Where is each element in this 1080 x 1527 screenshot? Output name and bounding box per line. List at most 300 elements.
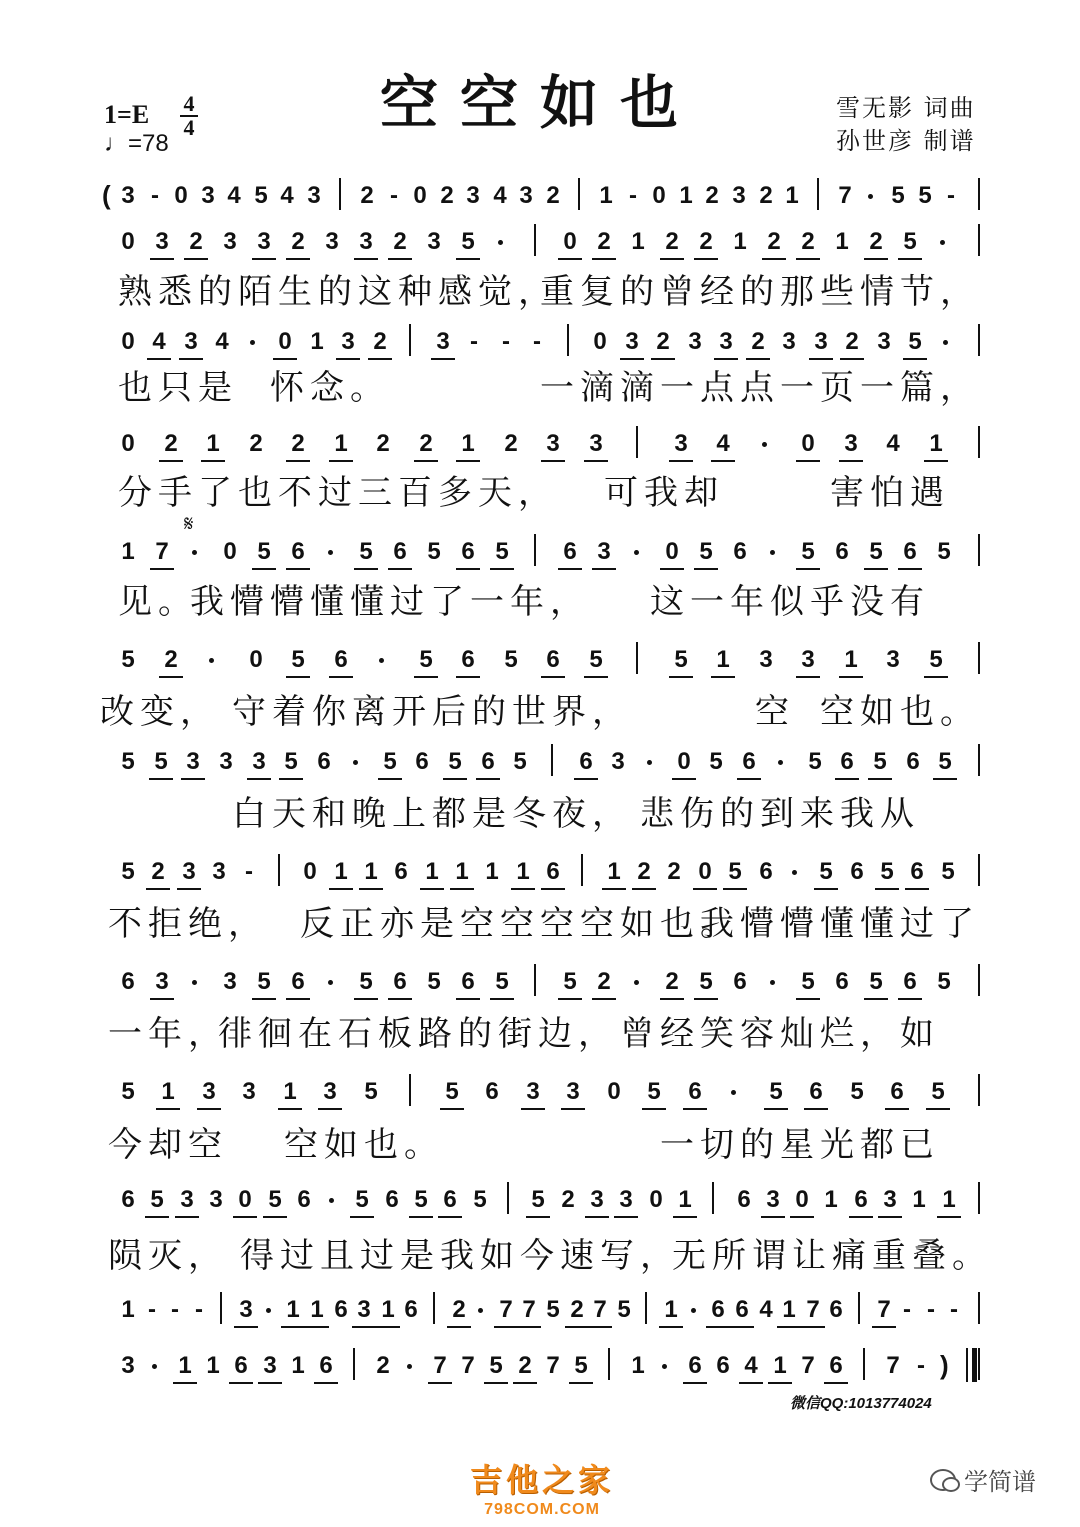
beam-line [456,258,480,260]
note-3: 3 [611,748,625,775]
note-3: 3 [546,430,560,457]
beam-line [926,1108,950,1110]
note-6: 6 [393,968,407,995]
augmentation-dot [691,1308,696,1313]
lyric-8a: 一年， [108,1014,228,1054]
beam-line [694,568,718,570]
note-5: 5 [291,646,305,673]
beam-line [683,1382,707,1384]
note-5: 5 [257,538,271,565]
note-5: 5 [427,968,441,995]
beam-line [388,998,412,1000]
lyric-3a: 分手了也不过三百多天， [118,473,558,513]
note-3: 3 [844,430,858,457]
note-3: 3 [186,748,200,775]
note-6: 6 [297,1186,311,1213]
beam-line [456,676,480,678]
beam-line [352,1326,376,1328]
lyric-3c: 害怕遇 [830,473,950,513]
note-2: 2 [164,430,178,457]
note-0: 0 [649,1186,663,1213]
note-3: 3 [782,328,796,355]
barline [978,1348,980,1380]
barline [978,534,980,566]
note-3: 3 [436,328,450,355]
beam-line [761,1216,785,1218]
tempo-mark: ♩=78 [104,130,169,157]
note-1: 1 [178,1352,192,1379]
note-5: 5 [448,748,462,775]
note-3: 3 [519,182,533,209]
note-1: 1 [310,1296,324,1323]
note-4: 4 [280,182,294,209]
beam-line [490,568,514,570]
note-6: 6 [910,858,924,885]
lyric-2c: 一滴滴一点点一页一篇， [540,368,980,408]
beam-line [864,258,888,260]
beam-line [592,998,616,1000]
note-3: 3 [202,1078,216,1105]
barline [608,1348,610,1380]
beam-line [558,568,582,570]
beam-line [258,1382,282,1384]
barline [534,224,536,256]
dash-note: - [927,1296,935,1323]
note-1: 1 [773,1352,787,1379]
beam-line [660,998,684,1000]
lyric-4c: 这一年似乎没有 [650,582,930,622]
beam-line [286,258,310,260]
note-6: 6 [317,748,331,775]
note-6: 6 [742,748,756,775]
note-5: 5 [504,646,518,673]
note-3: 3 [877,328,891,355]
note-5: 5 [364,1078,378,1105]
augmentation-dot [770,980,775,985]
note-0: 0 [801,430,815,457]
note-3: 3 [180,1186,194,1213]
note-4: 4 [215,328,229,355]
beam-line [431,358,455,360]
barline [978,854,980,886]
note-6: 6 [334,1296,348,1323]
augmentation-dot [209,658,214,663]
note-3: 3 [223,228,237,255]
beam-line [201,460,225,462]
note-4: 4 [493,182,507,209]
barline [858,1292,860,1324]
note-6: 6 [835,538,849,565]
note-5: 5 [284,748,298,775]
beam-line [450,888,474,890]
note-1: 1 [631,228,645,255]
note-5: 5 [254,182,268,209]
note-5: 5 [461,228,475,255]
note-3: 3 [359,228,373,255]
barline [863,1348,865,1380]
beam-line [796,676,820,678]
note-0: 0 [223,538,237,565]
note-5: 5 [589,646,603,673]
note-5: 5 [355,1186,369,1213]
beam-line [541,888,565,890]
note-4: 4 [759,1296,773,1323]
lyric-9c: 一切的星光都已 [660,1125,940,1165]
lyric-1b: 重复的曾经的那些情节， [540,272,980,312]
barline [978,744,980,776]
note-6: 6 [733,968,747,995]
close-paren: ) [940,1350,949,1380]
note-3: 3 [597,538,611,565]
barline [978,1074,980,1106]
note-1: 1 [679,182,693,209]
beam-line [376,1326,400,1328]
note-5: 5 [941,858,955,885]
note-6: 6 [809,1078,823,1105]
note-6: 6 [850,858,864,885]
note-0: 0 [238,1186,252,1213]
note-5: 5 [419,646,433,673]
beam-line [149,778,173,780]
beam-line [924,460,948,462]
augmentation-dot [731,1090,736,1095]
note-1: 1 [664,1296,678,1323]
beam-line [511,888,535,890]
beam-line [585,1216,609,1218]
note-1: 1 [835,228,849,255]
note-5: 5 [359,538,373,565]
note-0: 0 [665,538,679,565]
note-1: 1 [364,858,378,885]
open-paren: ( [102,180,111,210]
beam-line [875,888,899,890]
note-3: 3 [121,182,135,209]
note-1: 1 [824,1186,838,1213]
note-5: 5 [617,1296,631,1323]
augmentation-dot [379,658,384,663]
dash-note: - [917,1352,925,1379]
note-2: 2 [393,228,407,255]
beam-line [824,1382,848,1384]
lyric-10b: 得过且过是我如今速写， [240,1236,680,1276]
beam-line [279,778,303,780]
note-3: 3 [566,1078,580,1105]
dash-note: - [390,182,398,209]
note-1: 1 [161,1078,175,1105]
note-0: 0 [121,228,135,255]
note-2: 2 [376,430,390,457]
note-5: 5 [121,748,135,775]
beam-line [584,460,608,462]
augmentation-dot [266,1308,271,1313]
note-7: 7 [155,538,169,565]
beam-line [233,1216,257,1218]
note-7: 7 [801,1352,815,1379]
note-2: 2 [801,228,815,255]
note-2: 2 [360,182,374,209]
augmentation-dot [353,760,358,765]
note-6: 6 [461,646,475,673]
beam-line [796,998,820,1000]
beam-line [711,460,735,462]
note-0: 0 [652,182,666,209]
note-0: 0 [121,430,135,457]
key-signature: 1=E [104,100,150,129]
augmentation-dot [762,442,767,447]
beam-line [642,1108,666,1110]
note-5: 5 [121,858,135,885]
augmentation-dot [770,550,775,555]
note-1: 1 [716,646,730,673]
lyric-5d: 空如也。 [820,692,980,732]
note-3: 3 [121,1352,135,1379]
beam-line [565,1326,589,1328]
note-0: 0 [677,748,691,775]
augmentation-dot [940,240,945,245]
beam-line [388,258,412,260]
note-3: 3 [307,182,321,209]
beam-line [561,1108,585,1110]
lyric-2b: 怀念。 [270,368,390,408]
barline [978,964,980,996]
barline [978,426,980,458]
note-2: 2 [667,858,681,885]
note-1: 1 [607,858,621,885]
note-3: 3 [801,646,815,673]
augmentation-dot [662,1364,667,1369]
beam-line [660,258,684,260]
note-2: 2 [759,182,773,209]
note-5: 5 [918,182,932,209]
note-6: 6 [394,858,408,885]
beam-line [584,676,608,678]
time-sig-bottom: 4 [183,115,195,140]
barline [507,1182,509,1214]
note-4: 4 [227,182,241,209]
note-1: 1 [942,1186,956,1213]
barline [278,854,280,886]
note-5: 5 [769,1078,783,1105]
note-5: 5 [850,1078,864,1105]
barline [353,1348,355,1380]
beam-line [286,998,310,1000]
beam-line [933,778,957,780]
note-7: 7 [838,182,852,209]
augmentation-dot [498,240,503,245]
lyric-5a: 改变， [100,692,220,732]
beam-line [521,1108,545,1110]
note-3: 3 [341,328,355,355]
beam-line [329,888,353,890]
augmentation-dot [328,980,333,985]
beam-line [359,888,383,890]
dash-note: - [502,328,510,355]
note-2: 2 [376,1352,390,1379]
beam-line [868,778,892,780]
beam-line [885,1108,909,1110]
lyric-2a: 也只是 [118,368,238,408]
note-3: 3 [719,328,733,355]
note-3: 3 [219,748,233,775]
note-3: 3 [212,858,226,885]
barline [636,426,638,458]
beam-line [835,778,859,780]
note-1: 1 [733,228,747,255]
note-5: 5 [699,538,713,565]
note-2: 2 [373,328,387,355]
note-3: 3 [814,328,828,355]
beam-line [730,1326,754,1328]
note-1: 1 [782,1296,796,1323]
beam-line [706,1326,730,1328]
beam-line [632,888,656,890]
note-5: 5 [150,1186,164,1213]
note-5: 5 [938,748,952,775]
note-6: 6 [234,1352,248,1379]
note-1: 1 [631,1352,645,1379]
note-5: 5 [908,328,922,355]
note-3: 3 [357,1296,371,1323]
note-0: 0 [303,858,317,885]
beam-line [592,568,616,570]
note-5: 5 [674,646,688,673]
note-3: 3 [182,858,196,885]
note-7: 7 [461,1352,475,1379]
note-6: 6 [291,968,305,995]
page-title: 空空如也 [379,69,700,137]
augmentation-dot [634,980,639,985]
note-1: 1 [929,430,943,457]
credit-transcriber: 孙世彦 制谱 [836,127,976,155]
augmentation-dot [192,550,197,555]
beam-line [443,778,467,780]
beam-line [456,460,480,462]
note-3: 3 [242,1078,256,1105]
note-3: 3 [427,228,441,255]
note-1: 1 [291,1352,305,1379]
note-4: 4 [152,328,166,355]
note-5: 5 [121,646,135,673]
beam-line [354,258,378,260]
segno-sign: 𝄋 [184,512,194,537]
note-3: 3 [674,430,688,457]
note-2: 2 [189,228,203,255]
note-6: 6 [385,1186,399,1213]
note-6: 6 [546,646,560,673]
wechat-icon [930,1469,956,1491]
barline [978,1182,980,1214]
note-5: 5 [709,748,723,775]
dash-note: - [533,328,541,355]
site-logo-text: 吉他之家 [470,1461,615,1499]
augmentation-dot [407,1364,412,1369]
lyric-5b: 守着你离开后的世界， [232,692,632,732]
note-2: 2 [440,182,454,209]
barline [220,1292,222,1324]
note-3: 3 [209,1186,223,1213]
note-5: 5 [268,1186,282,1213]
note-5: 5 [489,1352,503,1379]
note-2: 2 [518,1352,532,1379]
note-3: 3 [201,182,215,209]
note-6: 6 [835,968,849,995]
note-3: 3 [759,646,773,673]
beam-line [905,888,929,890]
note-3: 3 [619,1186,633,1213]
note-6: 6 [404,1296,418,1323]
note-5: 5 [121,1078,135,1105]
note-3: 3 [323,1078,337,1105]
beam-line [159,460,183,462]
beam-line [263,1216,287,1218]
note-6: 6 [890,1078,904,1105]
note-6: 6 [688,1078,702,1105]
beam-line [513,1382,537,1384]
note-5: 5 [699,968,713,995]
beam-line [790,1216,814,1218]
beam-line [490,998,514,1000]
beam-line [839,676,863,678]
beam-line [801,1326,825,1328]
note-5: 5 [801,968,815,995]
final-barline [966,1348,968,1382]
beam-line [438,1216,462,1218]
note-4: 4 [716,430,730,457]
beam-line [329,460,353,462]
note-6: 6 [461,968,475,995]
beam-line [693,888,717,890]
note-1: 1 [912,1186,926,1213]
beam-line [252,568,276,570]
dash-note: - [947,182,955,209]
beam-line [796,460,820,462]
note-2: 2 [570,1296,584,1323]
beam-line [281,1326,305,1328]
note-0: 0 [249,646,263,673]
note-5: 5 [873,748,887,775]
beam-line [762,258,786,260]
note-2: 2 [291,430,305,457]
note-2: 2 [869,228,883,255]
beam-line [517,1326,541,1328]
beam-line [252,258,276,260]
note-2: 2 [419,430,433,457]
note-7: 7 [522,1296,536,1323]
note-2: 2 [705,182,719,209]
note-5: 5 [495,538,509,565]
note-5: 5 [563,968,577,995]
note-0: 0 [698,858,712,885]
lyric-4a: 见。 [118,582,198,622]
note-3: 3 [883,1186,897,1213]
beam-line [229,1382,253,1384]
note-3: 3 [886,646,900,673]
note-2: 2 [665,228,679,255]
note-6: 6 [319,1352,333,1379]
beam-line [159,676,183,678]
beam-line [711,676,735,678]
note-1: 1 [461,430,475,457]
note-5: 5 [513,748,527,775]
lyric-8b: 徘徊在石板路的街边， [218,1014,618,1054]
note-6: 6 [688,1352,702,1379]
augmentation-dot [152,1364,157,1369]
barline [534,964,536,996]
beam-line [175,1216,199,1218]
beam-line [659,1326,683,1328]
beam-line [494,1326,518,1328]
qq-watermark: 微信QQ:1013774024 [790,1395,932,1412]
